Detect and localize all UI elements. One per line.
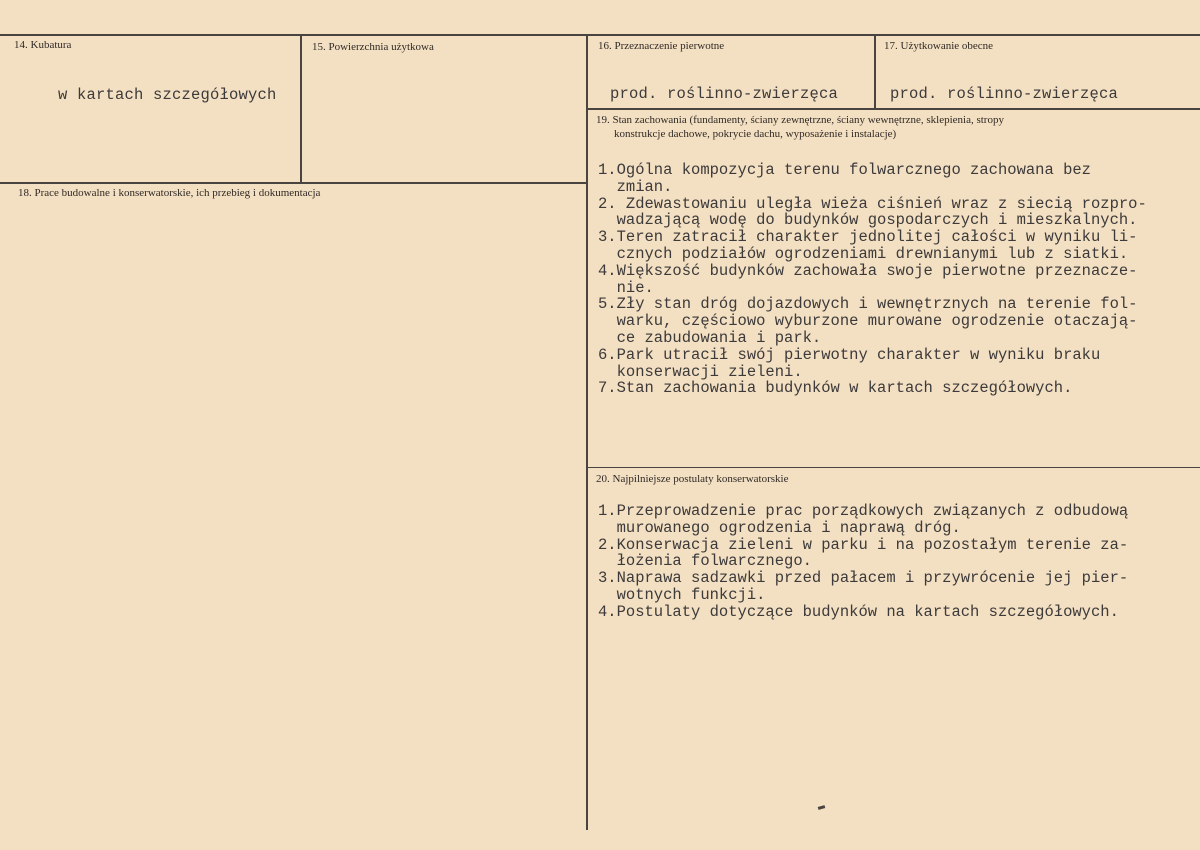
row-divider-16-19 [588,108,1200,110]
field-18-label: 18. Prace budowalne i konserwatorskie, ich przebieg i dokumentacja [18,187,321,199]
top-border [0,34,1200,36]
field-19-text [598,162,1147,397]
condition-line: konserwacji zieleni. [598,362,803,381]
postulate-line: 2.Konserwacja zieleni w parku i na pozostałym terenie za- [598,535,1129,554]
condition-line: wadzającą wodę do budynków gospodarczych i mieszkalnych. [598,211,1138,230]
postulate-line: łożenia folwarcznego. [598,552,812,571]
main-vertical-divider [586,36,588,830]
ink-mark [818,805,826,810]
condition-line: 1.Ogólna kompozycja terenu folwarcznego zachowana bez [598,161,1091,179]
field-19-label-line2: konstrukcje dachowe, pokrycie dachu, wyposażenie i instalacje) [614,128,897,140]
row-divider-14-18 [0,182,587,184]
condition-line: 2. Zdewastowaniu uległa wieża ciśnień wraz z siecią rozpro- [598,194,1147,213]
postulate-line: murowanego ogrodzenia i naprawą dróg. [598,518,961,537]
field-17-label: 17. Użytkowanie obecne [884,40,994,52]
condition-line: 7.Stan zachowania budynków w kartach szczegółowych. [598,379,1073,398]
condition-line: ce zabudowania i park. [598,328,822,347]
postulate-line: 3.Naprawa sadzawki przed pałacem i przywrócenie jej pier- [598,569,1129,588]
condition-line: warku, częściowo wyburzone murowane ogrodzenie otaczają- [598,312,1138,331]
divider-16-17 [874,36,876,108]
field-19-label-line1: 19. Stan zachowania (fundamenty, ściany zewnętrzne, ściany wewnętrzne, sklepienia, stropy [596,114,1004,126]
condition-line: 6.Park utracił swój pierwotny charakter w wyniku braku [598,345,1101,364]
postulate-line: wotnych funkcji. [598,585,766,604]
field-20-label: 20. Najpilniejsze postulaty konserwatorskie [596,473,789,485]
condition-line: 5.Zły stan dróg dojazdowych i wewnętrznych na terenie fol- [598,295,1138,314]
postulate-line: 4.Postulaty dotyczące budynków na kartach szczegółowych. [598,602,1119,621]
field-15-label: 15. Powierzchnia użytkowa [312,41,434,53]
condition-line: zmian. [598,177,673,196]
condition-line: 3.Teren zatracił charakter jednolitej całości w wyniku li- [598,228,1138,247]
row-divider-19-20 [588,467,1200,468]
postulate-line: 1.Przeprowadzenie prac porządkowych związanych z odbudową [598,502,1129,520]
condition-line: nie. [598,278,654,297]
condition-line: cznych podziałów ogrodzeniami drewnianymi lub z siatki. [598,244,1129,263]
field-16-label: 16. Przeznaczenie pierwotne [598,40,725,52]
field-14-value: w kartach szczegółowych [58,86,277,104]
field-14-label: 14. Kubatura [14,39,72,51]
field-16-value: prod. roślinno-zwierzęca [610,85,839,103]
divider-14-15 [300,36,302,182]
field-20-text [598,503,1128,621]
condition-line: 4.Większość budynków zachowała swoje pierwotne przeznacze- [598,261,1138,280]
field-17-value: prod. roślinno-zwierzęca [890,85,1119,103]
